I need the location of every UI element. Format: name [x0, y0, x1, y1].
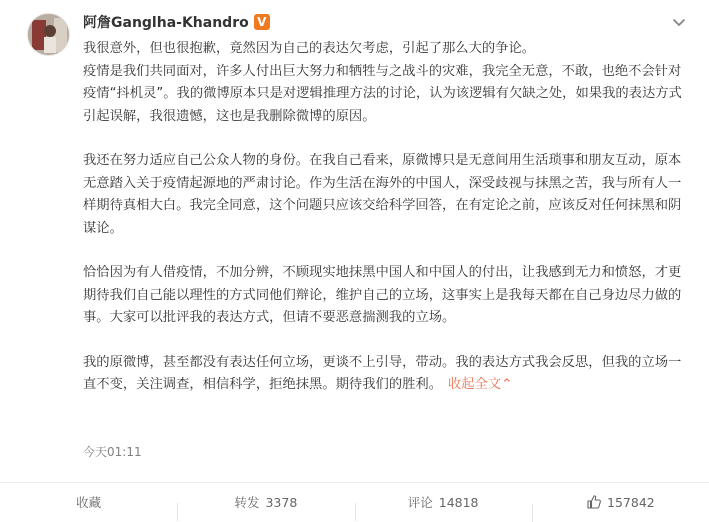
- thumbs-up-icon: [586, 494, 602, 510]
- paragraph: [83, 352, 688, 397]
- chevron-up-icon: ⌃: [501, 377, 513, 392]
- post-content: [83, 38, 688, 397]
- like-button[interactable]: [532, 494, 709, 510]
- paragraph-line: 我还在努力适应自己公众人物的身份。在我自己看来，原微博只是无意间用生活琐事和朋友互动，原本无意踏入关于疫情起源地的严肃讨论。作为生活在海外的中国人，深受歧视与抹黑之苦，我与所有人一样期待真相大白。我完全同意，这个问题只应该交给科学回答，在有定论之前，应该反对任何抹黑和阴谋论。: [83, 153, 682, 236]
- post-timestamp[interactable]: 今天01:11: [83, 445, 142, 459]
- comment-count: 14818: [438, 494, 479, 510]
- repost-count: 3378: [265, 494, 298, 510]
- avatar-image: [28, 14, 70, 56]
- chevron-down-icon[interactable]: [671, 14, 687, 30]
- paragraph-line: 疫情是我们共同面对，许多人付出巨大努力和牺牲与之战斗的灾难，我完全无意，不敢，也绝不会针对疫情“抖机灵”。我的微博原本只是对逻辑推理方法的讨论，认为该逻辑有欠缺之处，如果我的表达方式引起误解，我很遗憾，这也是我删除微博的原因。: [83, 63, 682, 124]
- favorite-label: 收藏: [76, 495, 102, 510]
- repost-label: 转发: [234, 495, 260, 510]
- comment-button[interactable]: [355, 493, 532, 511]
- paragraph: [83, 38, 688, 128]
- repost-button[interactable]: [177, 493, 354, 511]
- paragraph-line: 我很意外，但也很抱歉，竟然因为自己的表达欠考虑，引起了那么大的争论。: [83, 41, 536, 56]
- comment-label: 评论: [407, 495, 433, 510]
- action-bar: [0, 483, 709, 521]
- collapse-text-label: 收起全文: [448, 377, 502, 392]
- username-row: [83, 12, 270, 32]
- verified-badge-icon: V: [254, 14, 270, 30]
- paragraph: [83, 150, 688, 240]
- paragraph-line: 恰恰因为有人借疫情，不加分辨，不顾现实地抹黑中国人和中国人的付出，让我感到无力和愤怒，才更期待我们自己能以理性的方式同他们辩论，维护自己的立场，这事实上是我每天都在自己身边尽力做的事。大家可以批评我的表达方式，但请不要恶意揣测我的立场。: [83, 265, 682, 325]
- username[interactable]: 阿詹Ganglha-Khandro: [83, 15, 249, 31]
- paragraph-line: 我的原微博，甚至都没有表达任何立场，更谈不上引导，带动。我的表达方式我会反思，但我的立场一直不变，关注调查，相信科学，拒绝抹黑。期待我们的胜利。: [83, 354, 682, 392]
- avatar[interactable]: [27, 13, 70, 56]
- favorite-button[interactable]: [0, 493, 177, 511]
- like-count: 157842: [607, 494, 655, 510]
- collapse-text-link[interactable]: [448, 377, 512, 392]
- paragraph: [83, 262, 688, 330]
